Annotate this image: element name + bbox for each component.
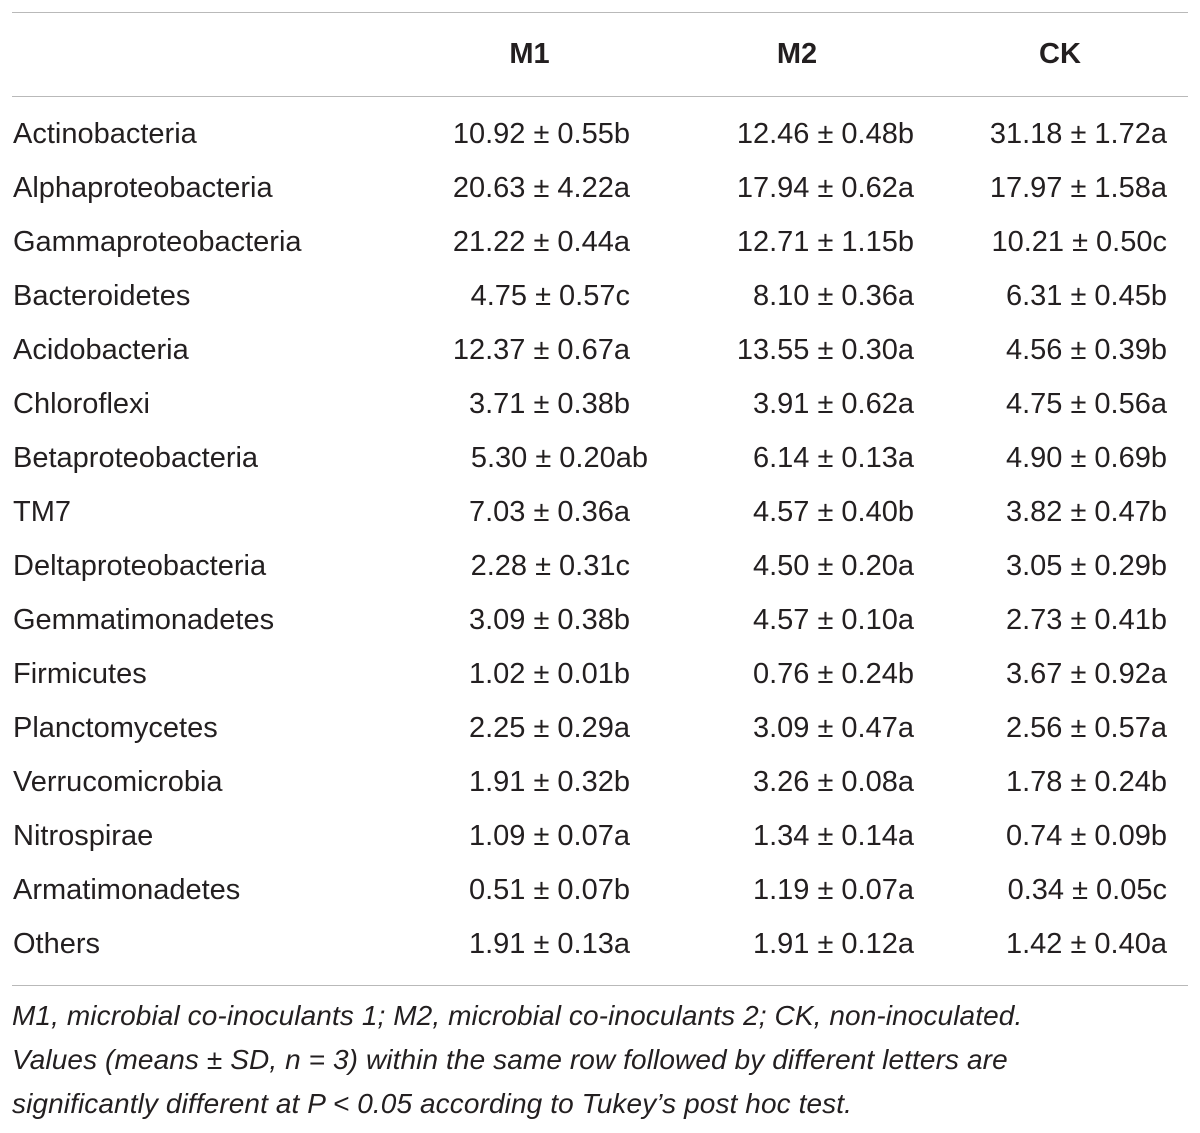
m2-cell: 8.10 ± 0.36a (752, 279, 914, 312)
m1-cell: 1.91 ± 0.32b (468, 765, 630, 798)
taxon-cell: Armatimonadetes (13, 873, 241, 906)
m2-cell: 13.55 ± 0.30a (736, 333, 914, 366)
table-row (12, 323, 1188, 377)
ck-cell: 10.21 ± 0.50c (991, 225, 1167, 258)
header-ck: CK (1039, 38, 1081, 70)
taxon-cell: Gemmatimonadetes (13, 603, 275, 636)
m2-cell: 3.91 ± 0.62a (752, 387, 914, 420)
footnote-line: M1, microbial co-inoculants 1; M2, microbial co-inoculants 2; CK, non-inoculated. (12, 1000, 1023, 1031)
m1-cell: 1.09 ± 0.07a (468, 819, 630, 852)
m1-cell: 1.91 ± 0.13a (468, 927, 630, 960)
ck-cell: 3.82 ± 0.47b (1005, 495, 1167, 528)
table-row (12, 269, 1188, 323)
taxon-cell: Nitrospirae (13, 819, 154, 852)
table-row (12, 809, 1188, 863)
m2-cell: 17.94 ± 0.62a (736, 171, 914, 204)
m1-cell: 10.92 ± 0.55b (452, 117, 630, 150)
table-row (12, 431, 1188, 485)
m2-cell: 6.14 ± 0.13a (752, 441, 914, 474)
table-row (12, 96, 1188, 161)
m2-cell: 1.91 ± 0.12a (752, 927, 914, 960)
taxon-cell: Deltaproteobacteria (13, 549, 267, 582)
table-row (12, 755, 1188, 809)
ck-cell: 17.97 ± 1.58a (989, 171, 1167, 204)
taxon-cell: Alphaproteobacteria (13, 171, 273, 204)
ck-cell: 4.90 ± 0.69b (1005, 441, 1167, 474)
taxon-cell: Betaproteobacteria (13, 441, 259, 474)
bottom-rule (12, 985, 1188, 986)
table-row (12, 701, 1188, 755)
abundance-table (12, 13, 1188, 971)
m2-cell: 4.50 ± 0.20a (752, 549, 914, 582)
ck-cell: 1.78 ± 0.24b (1005, 765, 1167, 798)
table-row (12, 863, 1188, 917)
m1-cell: 21.22 ± 0.44a (452, 225, 630, 258)
ck-cell: 31.18 ± 1.72a (989, 117, 1167, 150)
m2-cell: 4.57 ± 0.40b (752, 495, 914, 528)
table-row (12, 917, 1188, 971)
taxon-cell: Verrucomicrobia (13, 765, 223, 798)
footnote-line: Values (means ± SD, n = 3) within the same row followed by different letters are (12, 1044, 1008, 1075)
m1-cell: 2.25 ± 0.29a (468, 711, 630, 744)
ck-cell: 4.75 ± 0.56a (1005, 387, 1167, 420)
m1-cell: 3.71 ± 0.38b (468, 387, 630, 420)
taxon-cell: Gammaproteobacteria (13, 225, 302, 258)
table-row (12, 161, 1188, 215)
m1-cell: 20.63 ± 4.22a (452, 171, 630, 204)
ck-cell: 1.42 ± 0.40a (1005, 927, 1167, 960)
taxon-cell: Bacteroidetes (13, 279, 191, 312)
m1-cell: 2.28 ± 0.31c (470, 549, 630, 582)
ck-cell: 2.73 ± 0.41b (1005, 603, 1167, 636)
table-row (12, 647, 1188, 701)
table-footnote (12, 994, 1188, 1126)
m1-cell: 5.30 ± 0.20ab (470, 441, 648, 474)
ck-cell: 0.74 ± 0.09b (1005, 819, 1167, 852)
m2-cell: 3.26 ± 0.08a (752, 765, 914, 798)
taxon-cell: Actinobacteria (13, 117, 197, 150)
table-row (12, 485, 1188, 539)
table-row (12, 539, 1188, 593)
header-taxon (12, 13, 397, 96)
table-row (12, 215, 1188, 269)
taxon-cell: Planctomycetes (13, 711, 218, 744)
ck-cell: 2.56 ± 0.57a (1005, 711, 1167, 744)
ck-cell: 4.56 ± 0.39b (1005, 333, 1167, 366)
m1-cell: 7.03 ± 0.36a (468, 495, 630, 528)
m2-cell: 3.09 ± 0.47a (752, 711, 914, 744)
footnote-line: significantly different at P < 0.05 according to Tukey’s post hoc test. (12, 1088, 853, 1119)
taxon-cell: Acidobacteria (13, 333, 189, 366)
ck-cell: 6.31 ± 0.45b (1005, 279, 1167, 312)
taxon-cell: Chloroflexi (13, 387, 150, 420)
header-row (12, 13, 1188, 96)
header-m1: M1 (509, 38, 550, 70)
m1-cell: 3.09 ± 0.38b (468, 603, 630, 636)
ck-cell: 0.34 ± 0.05c (1007, 873, 1167, 906)
m1-cell: 12.37 ± 0.67a (452, 333, 630, 366)
taxon-cell: Others (13, 927, 101, 960)
m2-cell: 0.76 ± 0.24b (752, 657, 914, 690)
table-row (12, 593, 1188, 647)
m2-cell: 12.71 ± 1.15b (736, 225, 914, 258)
m2-cell: 1.34 ± 0.14a (752, 819, 914, 852)
ck-cell: 3.67 ± 0.92a (1005, 657, 1167, 690)
table-row (12, 377, 1188, 431)
m1-cell: 4.75 ± 0.57c (470, 279, 630, 312)
header-m2: M2 (776, 38, 818, 70)
m1-cell: 0.51 ± 0.07b (468, 873, 630, 906)
taxon-cell: TM7 (13, 495, 71, 528)
m1-cell: 1.02 ± 0.01b (468, 657, 630, 690)
m2-cell: 1.19 ± 0.07a (752, 873, 914, 906)
m2-cell: 12.46 ± 0.48b (736, 117, 914, 150)
taxon-cell: Firmicutes (13, 657, 147, 690)
m2-cell: 4.57 ± 0.10a (752, 603, 914, 636)
ck-cell: 3.05 ± 0.29b (1005, 549, 1167, 582)
